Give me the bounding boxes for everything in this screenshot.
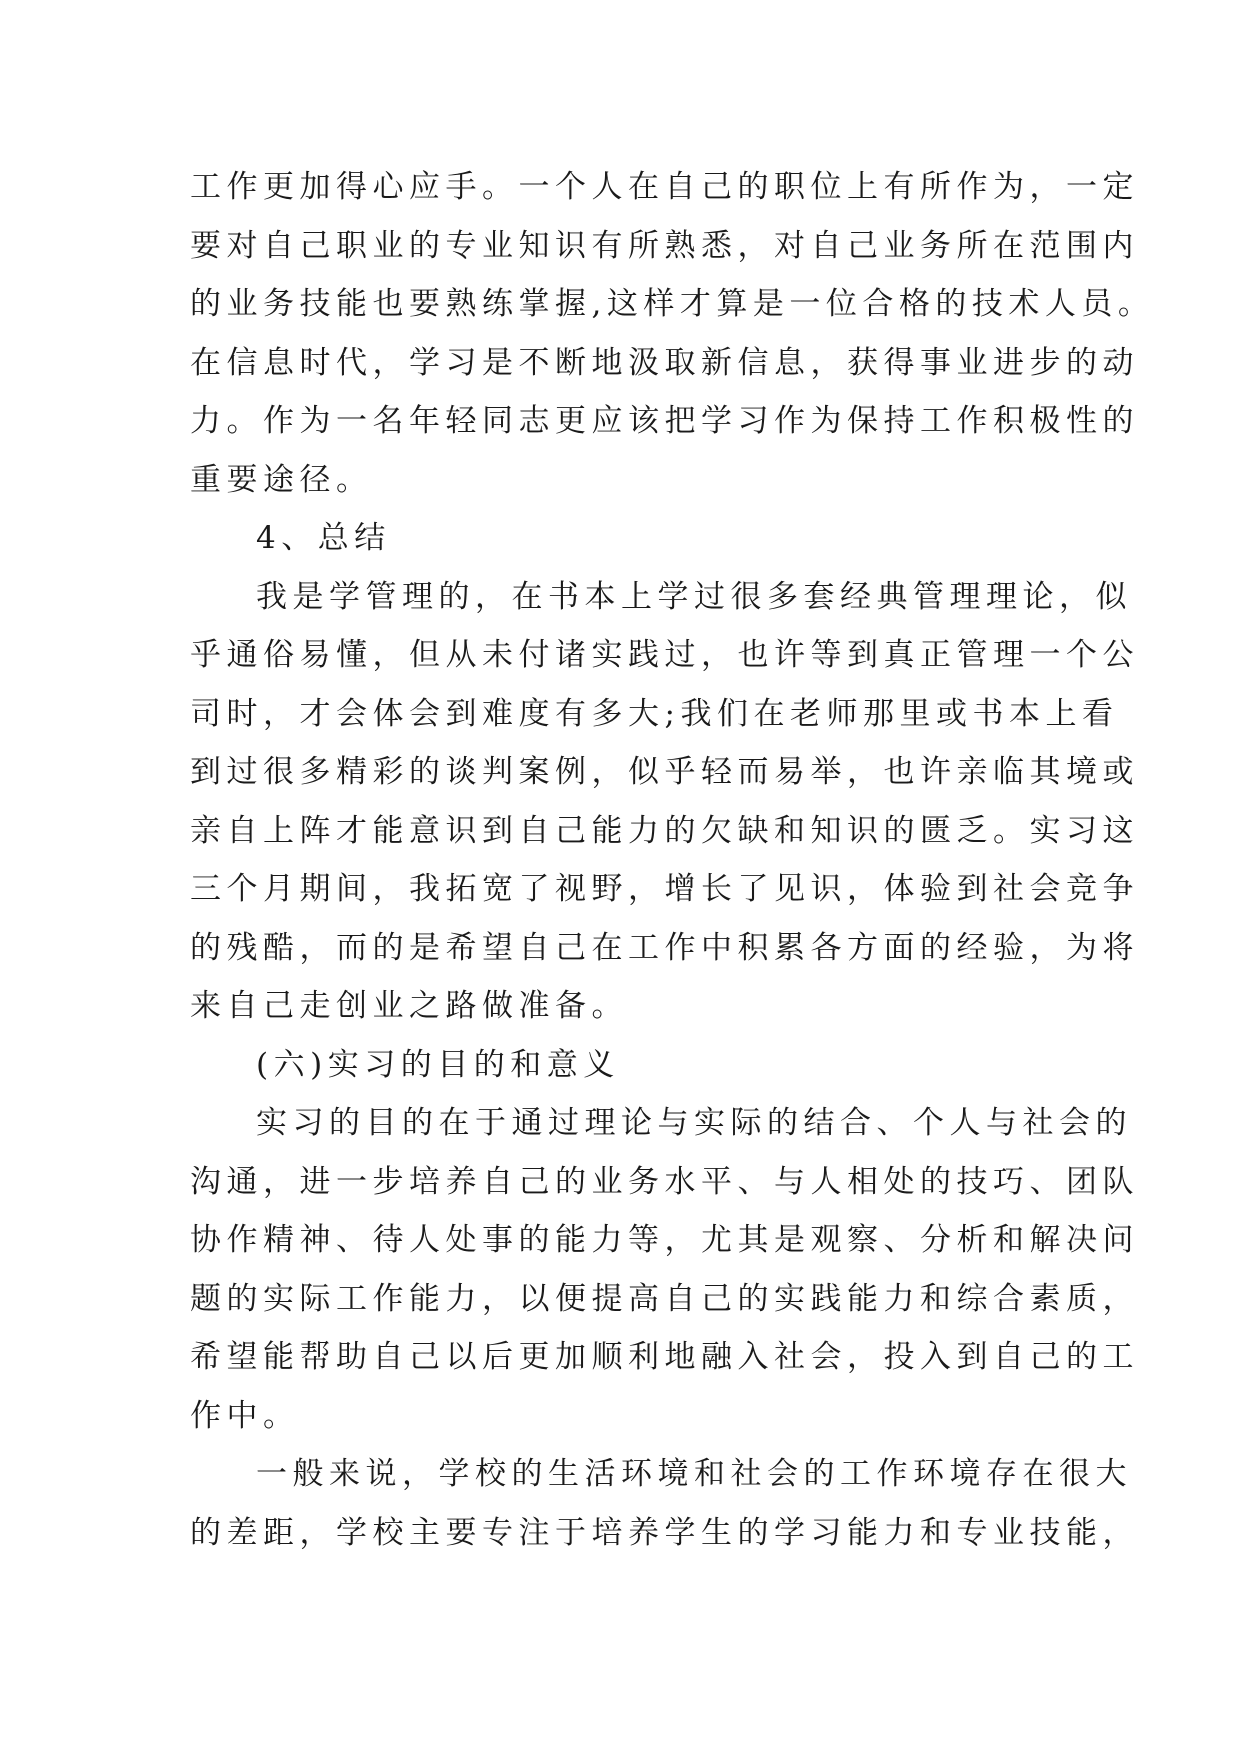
text-line: 一般来说，学校的生活环境和社会的工作环境存在很大 xyxy=(256,1456,1132,1492)
text-line: 要对自己职业的专业知识有所熟悉，对自己业务所在范围内 xyxy=(190,227,1139,264)
text-line: 在信息时代，学习是不断地汲取新信息，获得事业进步的动 xyxy=(190,344,1139,381)
text-line: 来自己走创业之路做准备。 xyxy=(190,988,628,1024)
paragraph-3 xyxy=(190,1094,1139,1445)
text-line: 工作更加得心应手。一个人在自己的职位上有所作为，一定 xyxy=(190,169,1139,205)
text-line: 重要途径。 xyxy=(190,461,373,498)
text-line: 亲自上阵才能意识到自己能力的欠缺和知识的匮乏。实习这 xyxy=(190,812,1139,849)
text-line: 力。作为一名年轻同志更应该把学习作为保持工作积极性的 xyxy=(190,403,1139,439)
text-line: 的残酷，而的是希望自己在工作中积累各方面的经验，为将 xyxy=(190,929,1139,966)
text-line: 沟通，进一步培养自己的业务水平、与人相处的技巧、团队 xyxy=(190,1163,1139,1200)
paragraph-1 xyxy=(190,158,1155,509)
text-line: 的业务技能也要熟练掌握,这样才算是一位合格的技术人员。 xyxy=(190,286,1155,322)
text-line: 司时，才会体会到难度有多大;我们在老师那里或书本上看 xyxy=(190,695,1119,732)
paragraph-2 xyxy=(190,568,1139,1036)
text-line: 的差距，学校主要专注于培养学生的学习能力和专业技能， xyxy=(190,1514,1139,1551)
heading-text: 4、总结 xyxy=(256,520,391,556)
text-line: 希望能帮助自己以后更加顺利地融入社会，投入到自己的工 xyxy=(190,1339,1139,1375)
text-line: 我是学管理的，在书本上学过很多套经典管理理论，似 xyxy=(256,578,1132,615)
text-line: 乎通俗易懂，但从未付诸实践过，也许等到真正管理一个公 xyxy=(190,637,1139,673)
text-line: 实习的目的在于通过理论与实际的结合、个人与社会的 xyxy=(256,1105,1132,1141)
text-line: 题的实际工作能力，以便提高自己的实践能力和综合素质， xyxy=(190,1280,1139,1317)
text-line: 到过很多精彩的谈判案例，似乎轻而易举，也许亲临其境或 xyxy=(190,754,1139,790)
text-line: 协作精神、待人处事的能力等，尤其是观察、分析和解决问 xyxy=(190,1222,1139,1258)
section-heading-summary xyxy=(190,509,1090,568)
text-line: 三个月期间，我拓宽了视野，增长了见识，体验到社会竞争 xyxy=(190,871,1139,907)
paragraph-4 xyxy=(190,1445,1139,1562)
document-body xyxy=(190,158,1155,1562)
heading-text: (六)实习的目的和意义 xyxy=(256,1046,620,1083)
section-heading-purpose xyxy=(190,1036,1090,1095)
text-line: 作中。 xyxy=(190,1397,300,1434)
